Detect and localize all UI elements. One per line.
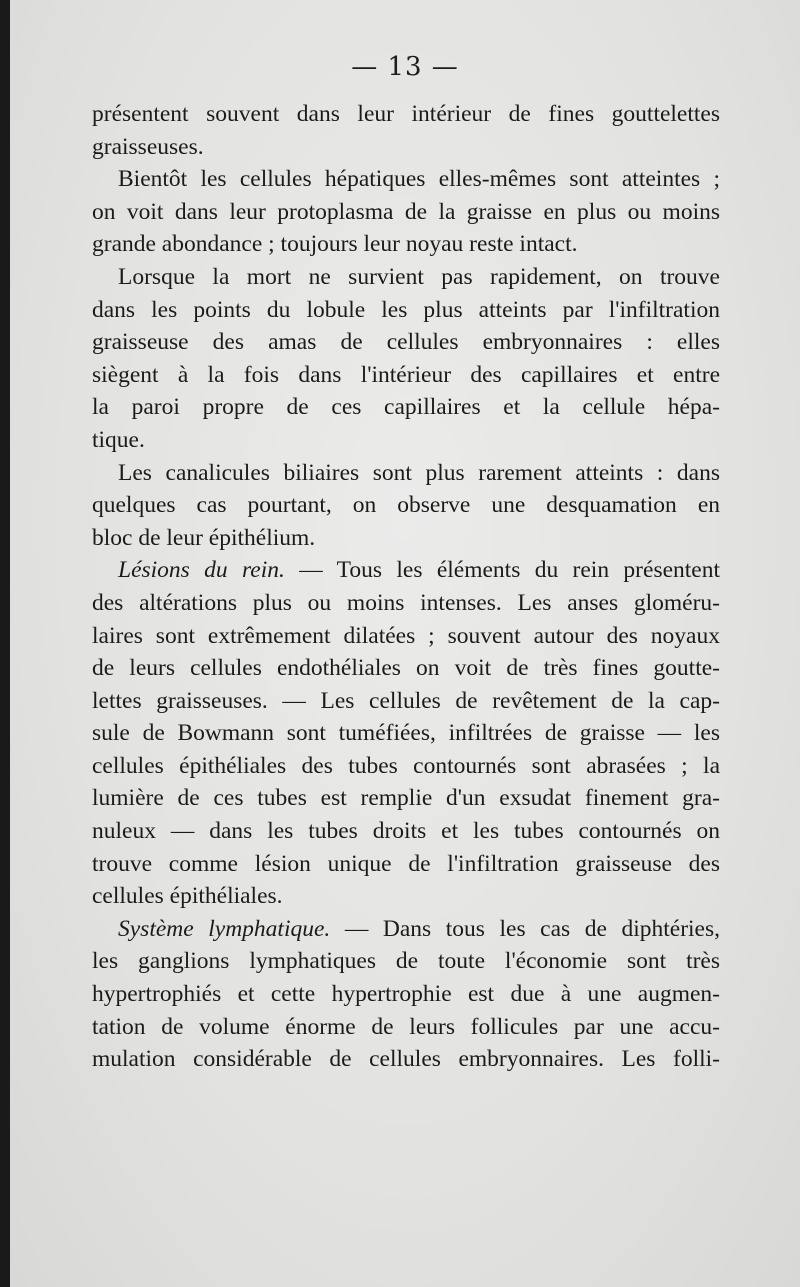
text-line <box>92 945 720 978</box>
section-heading: Système lymphatique. <box>118 915 331 942</box>
text-line <box>92 131 720 164</box>
line-text: Lorsque la mort ne survient pas rapidement, on trouve <box>118 263 720 290</box>
text-line <box>92 489 720 522</box>
text-line <box>92 98 720 131</box>
text-line <box>92 457 720 490</box>
line-text: cellules épithéliales. <box>92 883 283 910</box>
line-text: hypertrophiés et cette hypertrophie est due à une augmen- <box>92 981 720 1008</box>
line-text: Les canalicules biliaires sont plus rarement atteints : dans <box>118 459 720 486</box>
line-text: mulation considérable de cellules embryonnaires. Les folli- <box>92 1046 720 1073</box>
text-line <box>92 294 720 327</box>
line-text: dans les points du lobule les plus atteints par l'infiltration <box>92 296 720 323</box>
text-line <box>92 620 720 653</box>
line-text: Bientôt les cellules hépatiques elles-mêmes sont atteintes ; <box>118 166 720 193</box>
page-number: — 13 — <box>351 52 459 82</box>
line-text: tique. <box>92 426 145 453</box>
text-line <box>92 228 720 261</box>
line-text: tation de volume énorme de leurs follicules par une accu- <box>92 1013 720 1040</box>
text-line <box>92 685 720 718</box>
text-line <box>92 880 720 913</box>
line-text: de leurs cellules endothéliales on voit de très fines goutte- <box>92 655 720 682</box>
text-line <box>92 196 720 229</box>
text-line <box>92 163 720 196</box>
text-line <box>92 554 720 587</box>
line-text: laires sont extrêmement dilatées ; souvent autour des noyaux <box>92 622 720 649</box>
text-line <box>92 750 720 783</box>
line-text: sule de Bowmann sont tuméfiées, infiltrées de graisse — les <box>92 720 720 747</box>
text-line <box>92 815 720 848</box>
line-text: trouve comme lésion unique de l'infiltration graisseuse des <box>92 850 720 877</box>
text-line <box>92 848 720 881</box>
text-line <box>92 717 720 750</box>
line-text: — Dans tous les cas de diphtéries, <box>330 915 720 942</box>
text-line <box>92 261 720 294</box>
text-line <box>92 359 720 392</box>
text-line <box>92 782 720 815</box>
text-line <box>92 326 720 359</box>
line-text: la paroi propre de ces capillaires et la cellule hépa- <box>92 394 720 421</box>
line-text: grande abondance ; toujours leur noyau reste intact. <box>92 231 578 258</box>
line-text: on voit dans leur protoplasma de la graisse en plus ou moins <box>92 198 720 225</box>
line-text: graisseuses. <box>92 133 204 160</box>
line-text: les ganglions lymphatiques de toute l'économie sont très <box>92 948 720 975</box>
line-text: bloc de leur épithélium. <box>92 524 316 551</box>
section-heading: Lésions du rein. <box>118 557 285 584</box>
text-line <box>92 391 720 424</box>
line-text: lumière de ces tubes est remplie d'un exsudat finement gra- <box>92 785 720 812</box>
text-line <box>92 652 720 685</box>
book-page <box>10 0 800 1287</box>
line-text: siègent à la fois dans l'intérieur des capillaires et entre <box>92 361 720 388</box>
body-text <box>92 98 720 1076</box>
text-line <box>92 587 720 620</box>
line-text: — Tous les éléments du rein présentent <box>284 557 721 584</box>
line-text: présentent souvent dans leur intérieur de fines gouttelettes <box>92 101 720 127</box>
line-text: des altérations plus ou moins intenses. Les anses gloméru- <box>92 589 720 616</box>
line-text: nuleux — dans les tubes droits et les tubes contournés on <box>92 818 720 845</box>
line-text: cellules épithéliales des tubes contournés sont abrasées ; la <box>92 752 720 779</box>
line-text: graisseuse des amas de cellules embryonnaires : elles <box>92 329 720 356</box>
text-line <box>92 978 720 1011</box>
line-text: quelques cas pourtant, on observe une desquamation en <box>92 492 720 519</box>
text-line <box>92 424 720 457</box>
text-line <box>92 913 720 946</box>
text-line <box>92 522 720 555</box>
text-line <box>92 1011 720 1044</box>
line-text: lettes graisseuses. — Les cellules de revêtement de la cap- <box>92 687 720 714</box>
text-line <box>92 1043 720 1076</box>
